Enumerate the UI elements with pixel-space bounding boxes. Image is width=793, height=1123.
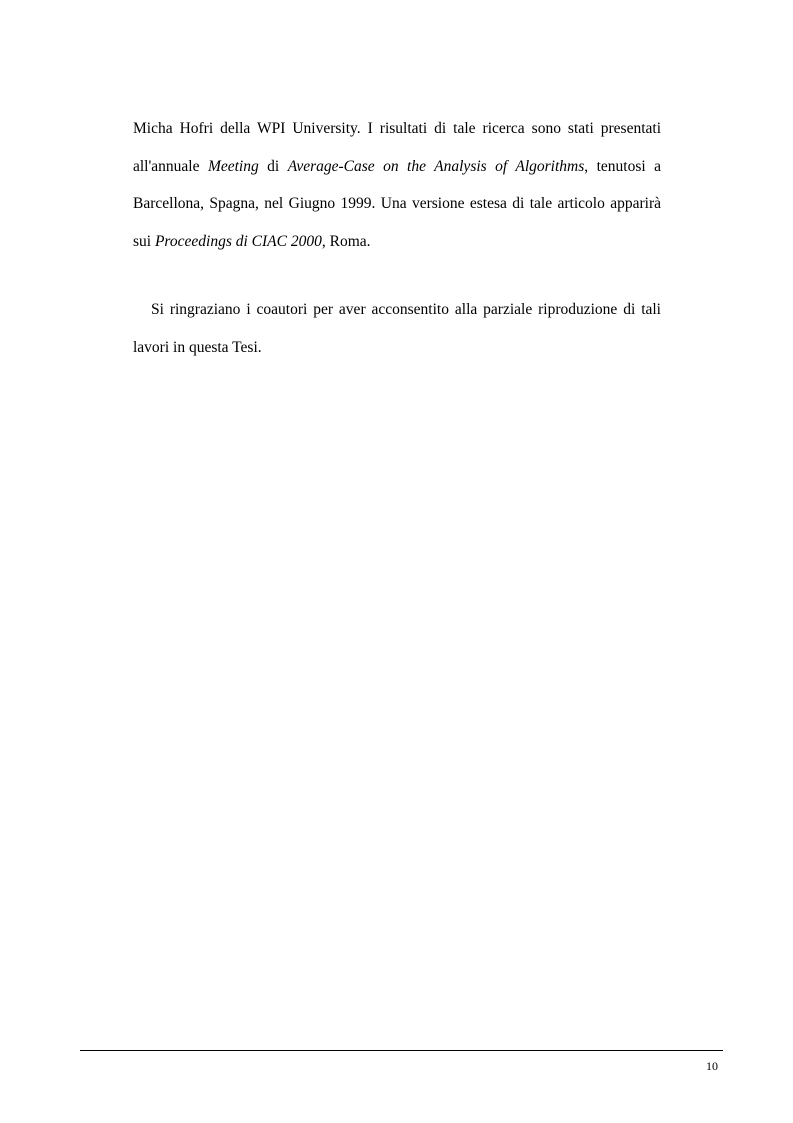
italic-text-conference-title: Average-Case on the Analysis of Algorithms (287, 157, 585, 175)
text-run: , tenutosi a (584, 157, 662, 175)
paragraph-thanks-coauthors (133, 291, 661, 366)
paragraph-line (133, 291, 661, 329)
text-run: all'annuale (133, 157, 208, 175)
text-run: Micha Hofri della WPI University. I risultati di tale ricerca sono stati presentati (133, 120, 661, 137)
text-run: , Roma. (321, 232, 371, 250)
page-number: 10 (706, 1059, 718, 1073)
italic-text-proceedings: Proceedings di CIAC 2000 (154, 232, 322, 250)
paragraph-acknowledgement-research (133, 110, 661, 260)
paragraph-line (133, 223, 661, 261)
text-run: Si ringraziano i coautori per aver acconsentito alla parziale riproduzione di tali (151, 301, 661, 318)
text-run: sui (133, 232, 155, 250)
footer-divider (80, 1050, 723, 1051)
text-run: Barcellona, Spagna, nel Giugno 1999. Una versione estesa di tale articolo apparirà (133, 195, 661, 212)
paragraph-line (133, 185, 661, 223)
paragraph-line (133, 329, 661, 367)
italic-text-meeting: Meeting (207, 157, 259, 175)
paragraph-line (133, 110, 661, 148)
text-run: lavori in questa Tesi. (133, 338, 262, 356)
text-run: di (258, 157, 288, 175)
paragraph-line (133, 148, 661, 186)
